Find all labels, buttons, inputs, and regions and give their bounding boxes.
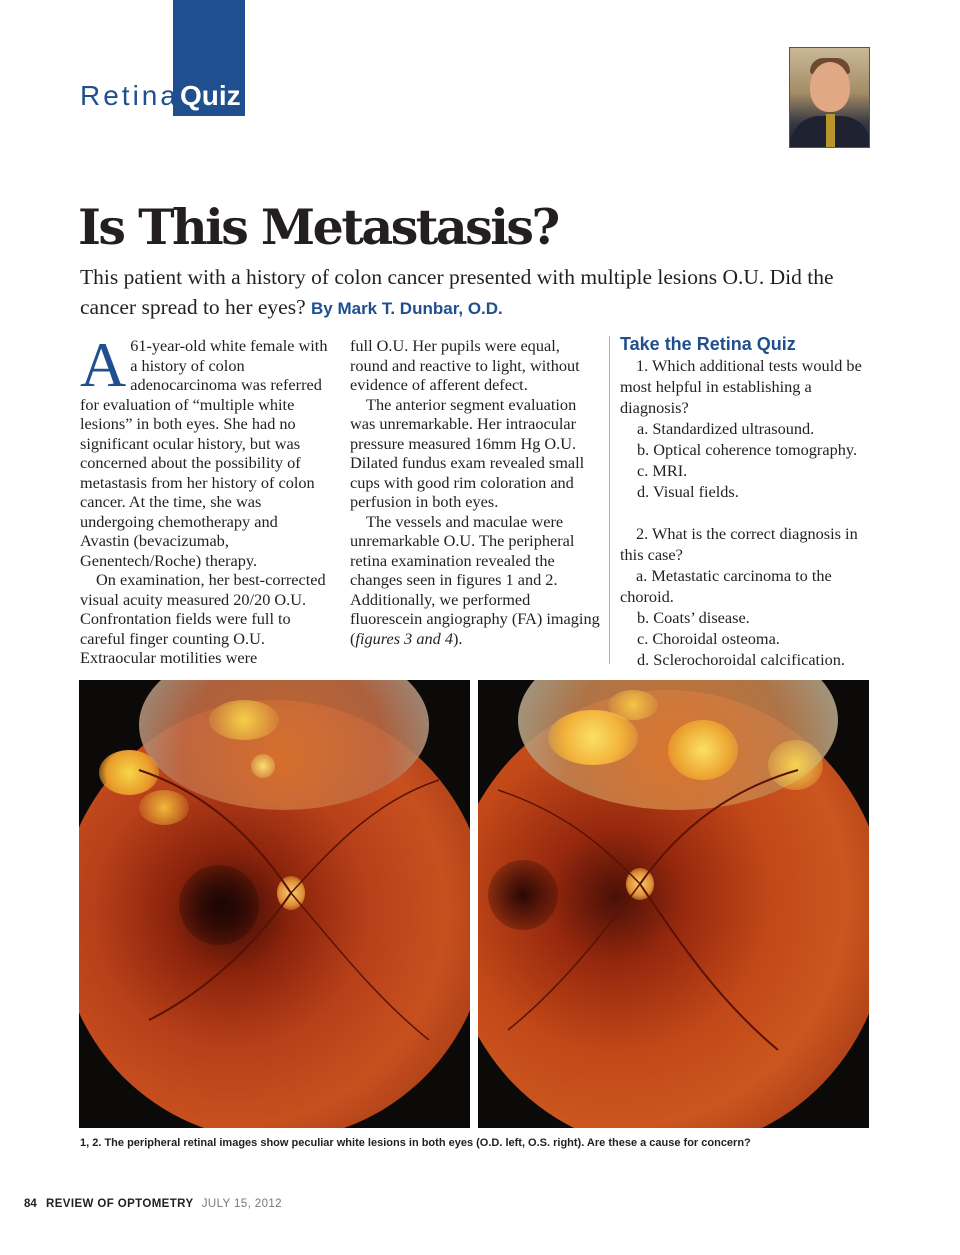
quiz-option: d. Sclerochoroidal calcification.: [637, 650, 845, 669]
byline: By Mark T. Dunbar, O.D.: [311, 299, 503, 318]
quiz-title: Take the Retina Quiz: [620, 334, 796, 354]
quiz-question-1: 1. Which additional tests would be most helpful in establishing a diagnosis?: [620, 356, 862, 417]
quiz-option: a. Metastatic carcinoma to the choroid.: [620, 566, 832, 606]
section-bold-word: Quiz: [180, 80, 241, 111]
article-headline: Is This Metastasis?: [78, 198, 558, 256]
quiz-option: b. Optical coherence tomography.: [637, 440, 858, 459]
article-deck: [80, 262, 860, 324]
body-column-2: [350, 336, 600, 648]
author-face: [810, 62, 850, 112]
section-label: [80, 80, 241, 120]
paragraph-text: 61-year-old white female with a history of colon adenocarcinoma was referred for evaluation of “multiple white lesions” in both eyes. She had no significant ocular history, but was concerned about the possibility of metastasis from her history of colon cancer. At the time, she was undergoing chemotherapy and Avastin (bevacizumab, Genentech/Roche) therapy.: [80, 336, 328, 570]
quiz-spacer: [620, 502, 872, 523]
page-number: 84: [24, 1198, 37, 1210]
fundus-photo-os: [478, 680, 869, 1128]
quiz-question-2: 2. What is the correct diagnosis in this case?: [620, 524, 858, 564]
quiz-option: a. Standardized ultrasound.: [637, 419, 815, 438]
retinal-vessels: [79, 680, 470, 1128]
quiz-option: c. Choroidal osteoma.: [637, 629, 780, 648]
retina-quiz-sidebar: [620, 334, 872, 670]
body-paragraph: [80, 329, 330, 570]
body-paragraph: The anterior segment evaluation was unremarkable. Her intraocular pressure measured 16mm Hg O.U. Dilated fundus exam revealed small cups with good rim coloration and perfusion in both eyes.: [350, 394, 585, 511]
figure-caption: 1, 2. The peripheral retinal images show peculiar white lesions in both eyes (O.D. left, O.S. right). Are these a cause for concern?: [80, 1137, 751, 1149]
body-paragraph: The vessels and maculae were unremarkable O.U. The peripheral retina examination revealed the changes seen in figures 1 and 2. Additionally, we performed fluorescein angiography (FA) imaging (figures 3 and 4).: [350, 511, 600, 648]
body-paragraph: full O.U. Her pupils were equal, round and reactive to light, without evidence of afferent defect.: [350, 336, 580, 394]
drop-cap: A: [80, 329, 127, 400]
quiz-option: c. MRI.: [637, 461, 688, 480]
paragraph-text: The vessels and maculae were unremarkable O.U. The peripheral retina examination revealed the changes seen in figures 1 and 2. Additionally, we performed fluorescein angiography (FA) imaging: [350, 511, 600, 628]
quiz-option: d. Visual fields.: [637, 482, 739, 501]
quiz-option: b. Coats’ disease.: [637, 608, 750, 627]
author-tie: [826, 114, 835, 148]
paragraph-end: ).: [452, 628, 463, 648]
publication-date: JULY 15, 2012: [201, 1198, 282, 1210]
column-divider: [609, 336, 610, 664]
author-photo: [789, 47, 870, 148]
figure-reference: figures 3 and 4: [355, 628, 453, 648]
page-footer: [24, 1198, 282, 1210]
section-word: Retina: [80, 80, 179, 111]
publication-name: REVIEW OF OPTOMETRY: [46, 1198, 194, 1210]
body-paragraph: On examination, her best-corrected visual acuity measured 20/20 O.U. Confrontation fields were full to careful finger counting O.U. Extraocular motilities were: [80, 570, 326, 667]
retinal-vessels: [478, 680, 869, 1128]
deck-text: This patient with a history of colon cancer presented with multiple lesions O.U. Did the cancer spread to her eyes?: [80, 265, 834, 319]
body-column-1: [80, 329, 330, 668]
fundus-photo-od: [79, 680, 470, 1128]
